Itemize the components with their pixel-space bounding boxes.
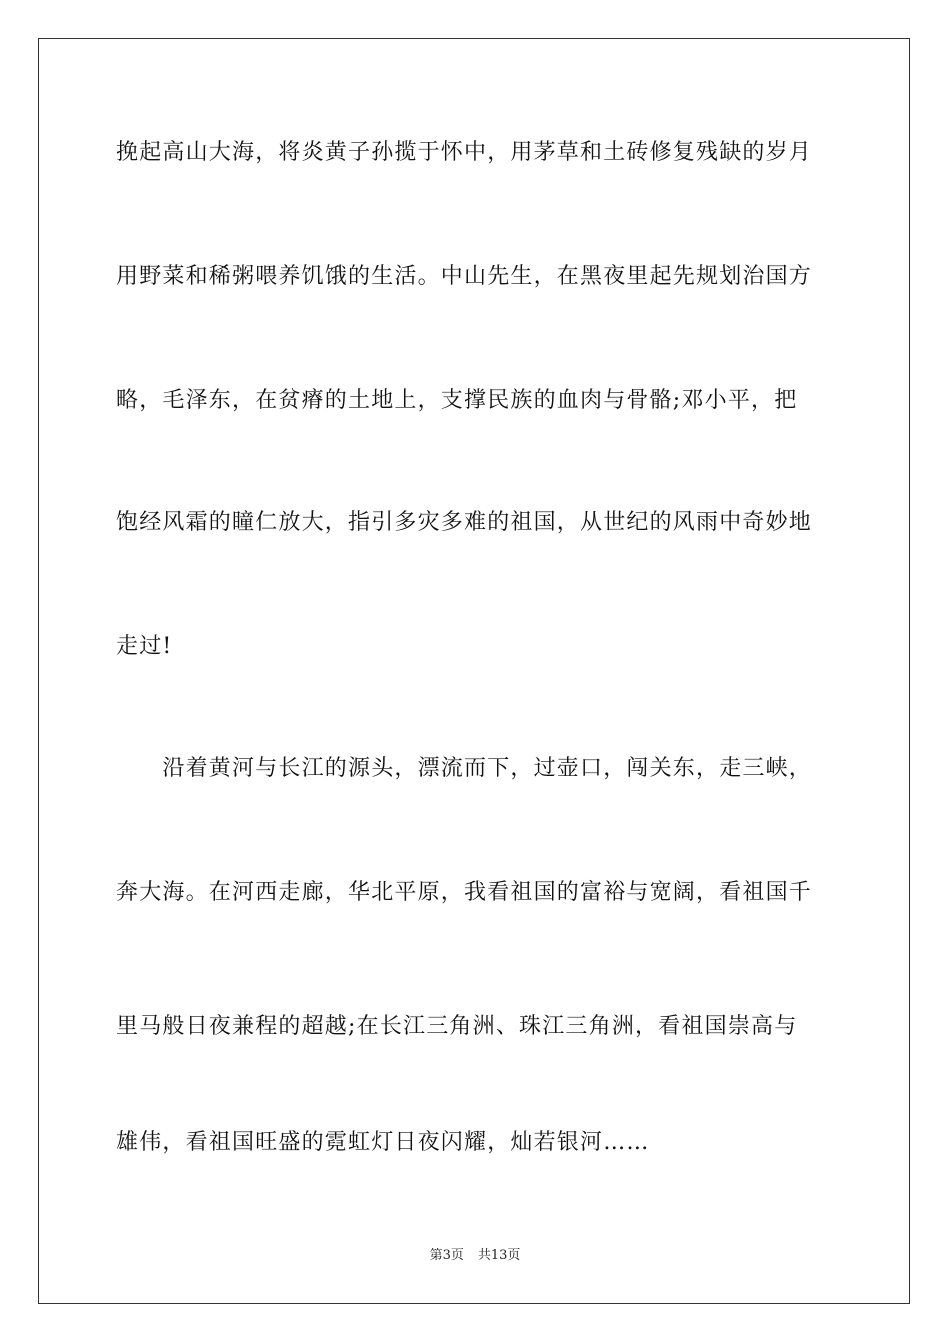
body-text-line-5: 走过! (116, 634, 173, 659)
page-border (38, 38, 910, 1304)
page-footer (0, 1247, 950, 1265)
page-number: 第3页 (429, 1248, 464, 1263)
body-text-line-8: 里马般日夜兼程的超越;在长江三角洲、珠江三角洲，看祖国崇高与 (116, 1014, 798, 1039)
body-text-line-6: 沿着黄河与长江的源头，漂流而下，过壶口，闯关东，走三峡， (116, 756, 813, 781)
page-total: 共13页 (477, 1248, 521, 1263)
body-text-line-7: 奔大海。在河西走廊，华北平原，我看祖国的富裕与宽阔，看祖国千 (116, 880, 813, 905)
body-text-line-9: 雄伟，看祖国旺盛的霓虹灯日夜闪耀，灿若银河…… (116, 1130, 650, 1155)
body-text-line-4: 饱经风霜的瞳仁放大，指引多灾多难的祖国，从世纪的风雨中奇妙地 (116, 510, 813, 535)
body-text-line-2: 用野菜和稀粥喂养饥饿的生活。中山先生，在黑夜里起先规划治国方 (116, 264, 813, 289)
body-text-line-1: 挽起高山大海，将炎黄子孙揽于怀中，用茅草和土砖修复残缺的岁月 (116, 140, 813, 165)
body-text-line-3: 略，毛泽东，在贫瘠的土地上，支撑民族的血肉与骨骼;邓小平，把 (116, 388, 798, 413)
